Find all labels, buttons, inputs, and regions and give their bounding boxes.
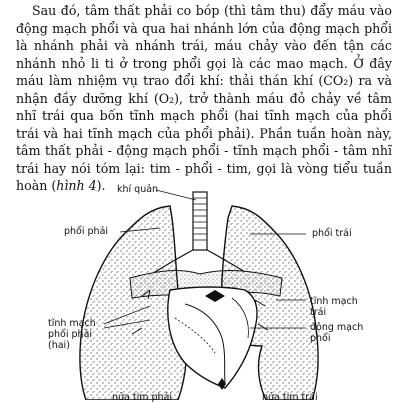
line-7: máu đỏ chảy về tâm nhĩ trái qua bốn tĩnh mạch phổi: [16, 90, 392, 123]
label-trachea: khí quản: [117, 184, 159, 195]
line-6: khí (CO₂) ra và nhận đầy dưỡng khí (O₂), trở thành: [16, 73, 392, 106]
body-text: [16, 2, 392, 195]
paragraph: [16, 2, 392, 195]
line-8: (hai tĩnh mạch của phổi trái và hai tĩnh mạch của phổi: [16, 108, 392, 141]
lung-circulation-figure: [0, 178, 400, 403]
line-3: mạch phổi là nhánh phải và nhánh trái, máu chảy vào: [16, 20, 392, 53]
line-4: đến tận các nhánh nhỏ li ti ở trong phổi gọi là các mao: [16, 38, 392, 71]
label-bottom-right: nửa tim trái: [262, 392, 318, 403]
label-left-lung: phổi trái: [312, 228, 352, 239]
lung-heart-illustration: [0, 178, 400, 400]
line-1: Sau đó, tâm thất phải co bóp (thì tâm thu) đẩy máu: [32, 3, 366, 18]
line-5: mạch. Ở đây máu làm nhiệm vụ trao đổi khí: thải thán: [16, 55, 392, 88]
line-10: phổi - tĩnh mạch phổi - tâm nhĩ trái hay nói tóm lại:: [16, 143, 393, 176]
label-left-pulmonary-vein: tĩnh mạch trái: [310, 296, 358, 318]
figure-reference: hình 4: [56, 178, 97, 193]
line-11: tim - phổi - tim, gọi là vòng tiểu tuần hoàn (: [16, 160, 392, 193]
label-right-pulmonary-veins: tĩnh mạch phổi phải (hai): [48, 318, 96, 351]
label-pulmonary-artery: động mạch phổi: [310, 322, 364, 344]
line-2: vào động mạch phổi và qua hai nhánh lớn của động: [16, 3, 392, 36]
line-9: phải). Phần tuần hoàn này, tâm thất phải - động mạch: [16, 125, 392, 158]
label-right-lung: phổi phải: [64, 226, 109, 237]
line-11-end: ).: [96, 178, 106, 193]
label-bottom-left: nửa tim phải: [112, 392, 173, 403]
